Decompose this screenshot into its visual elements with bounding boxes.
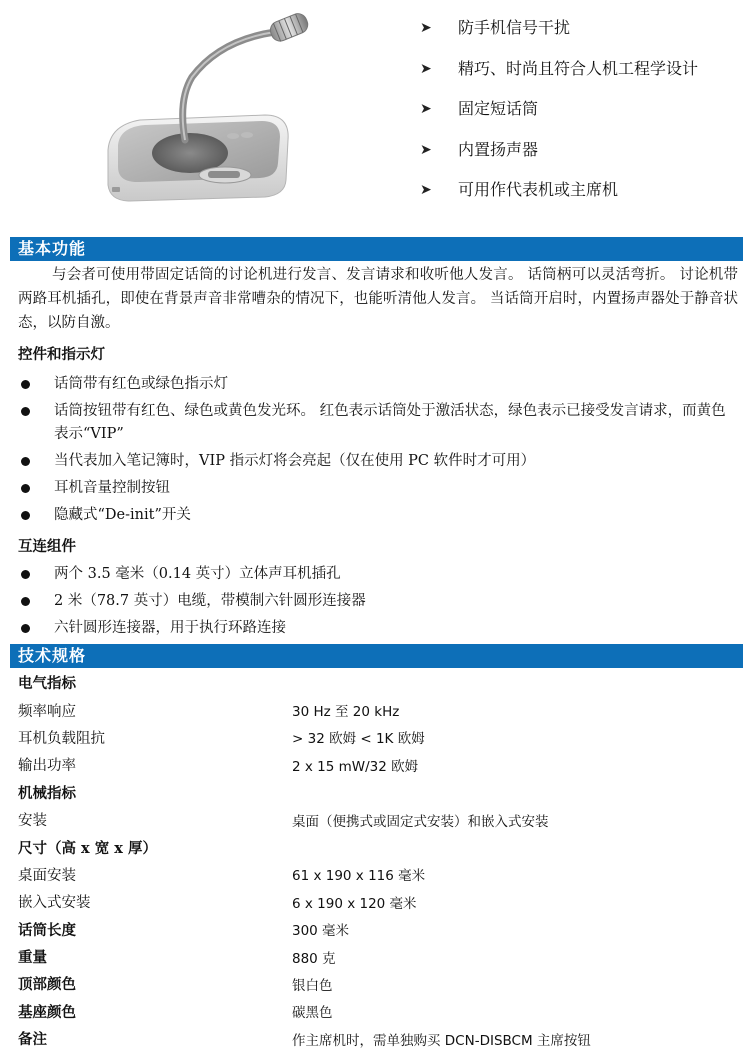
spec-value: > 32 欧姆 < 1K 欧姆: [292, 731, 425, 748]
feature-item: ➤ 精巧、时尚且符合人机工程学设计: [420, 58, 699, 78]
spec-value: 300 毫米: [292, 923, 350, 940]
bullet-icon: [18, 504, 54, 527]
spec-key: 备注: [18, 1031, 47, 1049]
spec-value: 银白色: [292, 977, 333, 994]
spec-row: [18, 888, 738, 915]
bullet-icon: [18, 373, 54, 396]
feature-list: [420, 18, 698, 221]
list-item: 隐藏式“De-init”开关: [18, 504, 738, 527]
spec-row: [18, 669, 738, 696]
spec-table: [18, 669, 738, 1052]
spec-key: 耳机负载阻抗: [18, 730, 105, 747]
feature-item: ➤ 固定短话筒: [420, 99, 539, 118]
spec-value: 碳黑色: [292, 1005, 333, 1022]
controls-list: [18, 373, 738, 531]
bullet-icon: [18, 450, 54, 473]
feature-item: ➤ 防手机信号干扰: [420, 18, 571, 37]
basic-paragraph: 与会者可使用带固定话筒的讨论机进行发言、发言请求和收听他人发言。 话筒柄可以灵活弯折。 讨论机带两路耳机插孔，即使在背景声音非常嘈杂的情况下，也能听清他人发言。 当话筒开启时，内置扬声器处于静音状态，以防自激。: [18, 267, 738, 331]
arrow-icon: ➤: [420, 60, 432, 77]
bullet-icon: [18, 477, 54, 500]
spec-value: 61 x 190 x 116 毫米: [292, 868, 426, 885]
feature-item: ➤ 可用作代表机或主席机: [420, 180, 619, 199]
spec-row: [18, 751, 738, 778]
spec-key: 基座颜色: [18, 1003, 76, 1021]
bullet-icon: [18, 563, 54, 586]
spec-row: [18, 696, 738, 723]
spec-row: [18, 1025, 738, 1052]
interconnect-list: [18, 563, 738, 644]
list-item: 耳机音量控制按钮: [18, 477, 738, 500]
spec-row: [18, 998, 738, 1025]
list-item: 话筒带有红色或绿色指示灯: [18, 373, 738, 396]
spec-key: 安装: [18, 813, 47, 830]
conference-microphone-image: [90, 5, 320, 220]
spec-row: [18, 833, 738, 860]
feature-item: ➤ 内置扬声器: [420, 139, 539, 159]
spec-key: 机械指标: [18, 784, 76, 802]
spec-key: 尺寸（高 x 宽 x 厚）: [18, 839, 157, 857]
list-item: 话筒按钮带有红色、绿色或黄色发光环。 红色表示话筒处于激活状态，绿色表示已接受发言请求，而黄色表示“VIP”: [18, 400, 738, 446]
section-header-basic: 基本功能: [10, 237, 743, 261]
controls-heading: 控件和指示灯: [18, 346, 105, 363]
spec-key: 输出功率: [18, 758, 76, 775]
spec-row: [18, 861, 738, 888]
spec-key: 桌面安装: [18, 867, 76, 884]
spec-key: 嵌入式安装: [18, 895, 91, 912]
spec-key: 顶部颜色: [18, 976, 76, 994]
spec-key: 话筒长度: [18, 921, 76, 939]
spec-value: 作主席机时，需单独购买 DCN-DISBCM 主席按钮: [292, 1032, 591, 1049]
list-item: 当代表加入笔记簿时，VIP 指示灯将会亮起（仅在使用 PC 软件时才可用）: [18, 450, 738, 473]
spec-key: 重量: [18, 949, 47, 967]
spec-row: [18, 724, 738, 751]
spec-row: [18, 916, 738, 943]
spec-value: 880 克: [292, 950, 336, 967]
spec-value: 6 x 190 x 120 毫米: [292, 895, 417, 912]
bullet-icon: [18, 617, 54, 640]
list-item: 两个 3.5 毫米（0.14 英寸）立体声耳机插孔: [18, 563, 738, 586]
arrow-icon: ➤: [420, 20, 432, 36]
list-item: 六针圆形连接器，用于执行环路连接: [18, 617, 738, 640]
section-header-specs: 技术规格: [10, 644, 743, 668]
arrow-icon: ➤: [420, 141, 432, 158]
spec-row: [18, 943, 738, 970]
bullet-icon: [18, 590, 54, 613]
spec-value: 2 x 15 mW/32 欧姆: [292, 758, 419, 775]
spec-value: 30 Hz 至 20 kHz: [292, 704, 400, 721]
spec-key: 电气指标: [18, 675, 76, 693]
arrow-icon: ➤: [420, 101, 432, 117]
arrow-icon: ➤: [420, 182, 432, 198]
interconnect-heading: 互连组件: [18, 538, 76, 555]
spec-row: [18, 779, 738, 806]
spec-row: [18, 970, 738, 997]
spec-value: 桌面（便携式或固定式安装）和嵌入式安装: [292, 813, 549, 830]
bullet-icon: [18, 400, 54, 446]
list-item: 2 米（78.7 英寸）电缆，带模制六针圆形连接器: [18, 590, 738, 613]
spec-row: [18, 806, 738, 833]
spec-key: 频率响应: [18, 703, 76, 720]
